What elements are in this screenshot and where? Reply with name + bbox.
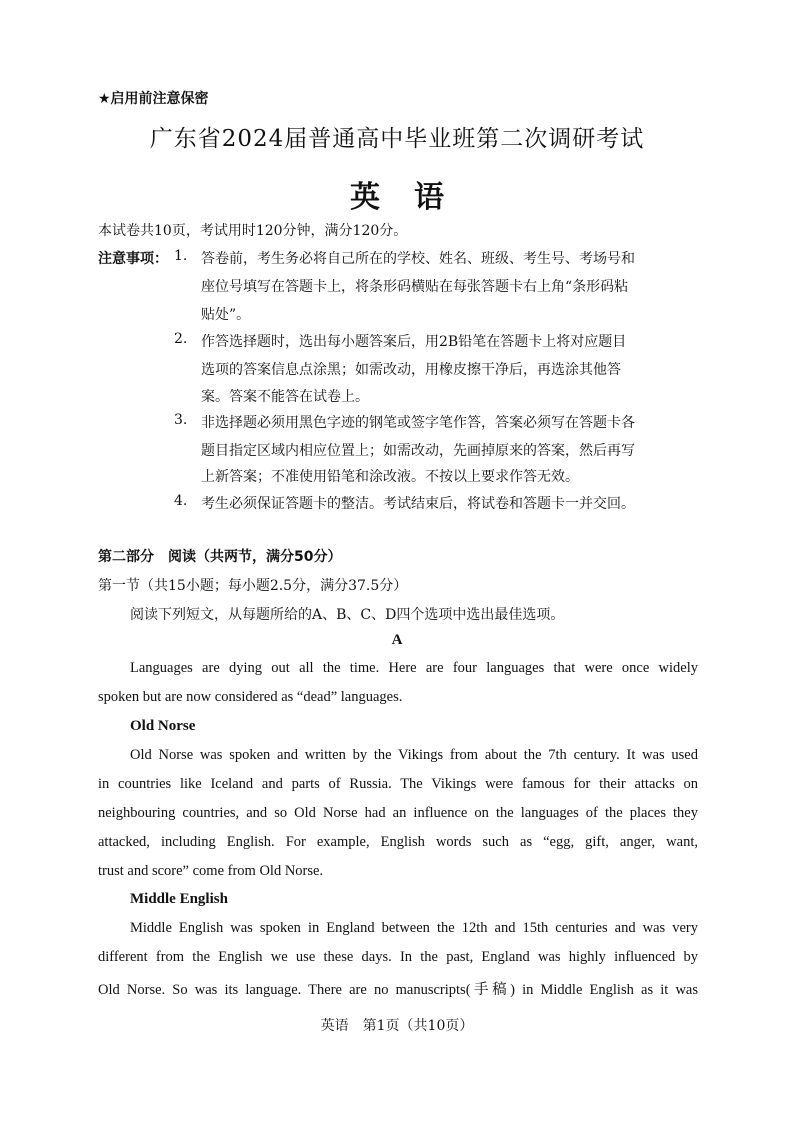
note-item-4-line-1: 考生必须保证答题卡的整洁。考试结束后，将试卷和答题卡一并交回。 xyxy=(201,496,635,512)
reading-instruction: 阅读下列短文，从每题所给的A、B、C、D四个选项中选出最佳选项。 xyxy=(130,607,565,623)
note-item-3-line-3: 上新答案；不准使用铅笔和涂改液。不按以上要求作答无效。 xyxy=(201,469,579,485)
note-item-4-num: 4. xyxy=(174,493,188,509)
middle-english-line-2: different from the English we use these days. In the past, England was highly influenced by xyxy=(98,949,698,965)
note-item-1-num: 1. xyxy=(174,248,188,264)
note-item-1-line-1: 答卷前，考生务必将自己所在的学校、姓名、班级、考生号、考场号和 xyxy=(201,251,635,267)
notes-label: 注意事项： xyxy=(98,251,168,267)
exam-title: 广东省2024届普通高中毕业班第二次调研考试 xyxy=(149,126,645,152)
middle-english-line-1: Middle English was spoken in England between the 12th and 15th centuries and was very xyxy=(130,920,698,936)
note-item-2-line-3: 案。答案不能答在试卷上。 xyxy=(201,389,369,405)
note-item-2-line-1: 作答选择题时，选出每小题答案后，用2B铅笔在答题卡上将对应题目 xyxy=(201,334,627,350)
old-norse-line-2: in countries like Iceland and parts of Russia. The Vikings were famous for their attacks on xyxy=(98,776,698,792)
middle-english-line-3: Old Norse. So was its language. There are no manuscripts(手稿) in Middle English as it was xyxy=(98,982,698,998)
note-item-2-num: 2. xyxy=(174,331,188,347)
note-item-2-line-2: 选项的答案信息点涂黑；如需改动，用橡皮擦干净后，再选涂其他答 xyxy=(201,362,621,378)
passage-intro-line-1: Languages are dying out all the time. Here are four languages that were once widely xyxy=(130,660,698,676)
confidential-mark: ★启用前注意保密 xyxy=(98,91,209,107)
old-norse-line-4: attacked, including English. For example, English words such as “egg, gift, anger, want, xyxy=(98,834,698,850)
note-item-3-num: 3. xyxy=(174,412,188,428)
passage-intro-line-2: spoken but are now considered as “dead” languages. xyxy=(98,689,403,705)
part2-title: 第二部分 阅读（共两节，满分50分） xyxy=(98,549,342,565)
note-item-1-line-3: 贴处”。 xyxy=(201,307,251,323)
heading-old-norse: Old Norse xyxy=(130,718,196,734)
old-norse-line-5: trust and score” come from Old Norse. xyxy=(98,863,324,879)
passage-label: A xyxy=(391,632,403,648)
intro-line: 本试卷共10页，考试用时120分钟，满分120分。 xyxy=(98,223,408,239)
heading-middle-english: Middle English xyxy=(130,891,228,907)
note-item-3-line-2: 题目指定区域内相应位置上；如需改动，先画掉原来的答案，然后再写 xyxy=(201,443,635,459)
note-item-3-line-1: 非选择题必须用黑色字迹的钢笔或签字笔作答，答案必须写在答题卡各 xyxy=(201,415,635,431)
old-norse-line-3: neighbouring countries, and so Old Norse had an influence on the languages of the places they xyxy=(98,805,698,821)
note-item-1-line-2: 座位号填写在答题卡上，将条形码横贴在每张答题卡右上角“条形码粘 xyxy=(201,279,629,295)
section1-title: 第一节（共15小题；每小题2.5分，满分37.5分） xyxy=(98,578,408,594)
page-footer: 英语 第1页（共10页） xyxy=(320,1018,474,1034)
old-norse-line-1: Old Norse was spoken and written by the Vikings from about the 7th century. It was used xyxy=(130,747,698,763)
subject-title: 英语 xyxy=(350,180,478,215)
